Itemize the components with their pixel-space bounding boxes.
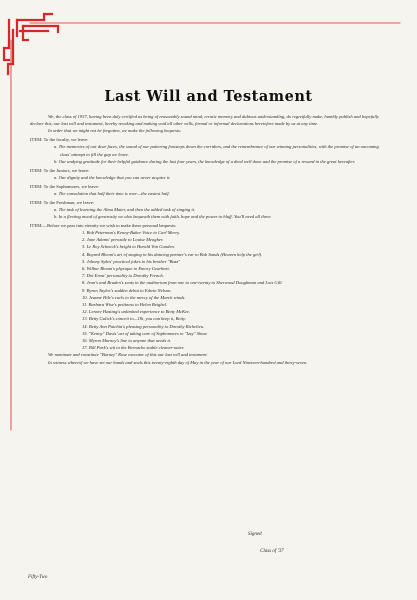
- list-item: 14. Betty Ann Patchin's pleasing personality to Dorothy Richelieu.: [82, 323, 205, 329]
- item-juniors-a: a. Our dignity and the knowledge that you can never acquire it.: [54, 174, 171, 180]
- intro-paragraph: We, the class of 1937, having been duly certified as being of reasonably sound mind, erratic memory and dubious understanding, do regretfully make, humbly publish and hopefully declare this, our last will and testament, hereby revoking and making void all other wills, formal or informal declarations heretofore made by us at any time.: [30, 114, 379, 127]
- item-faculty-a: a. The memories of our dear faces, the sound of our pattering footsteps down the corridors, and the remembrance of our winning personalities, with the promise of an oncoming class' attempt to fill the gap we leave.: [54, 144, 379, 157]
- list-item: 7. Dot Ernst' personality to Dorothy French.: [82, 273, 164, 279]
- list-item: 2. Jane Adams' peroxide to Louise Meagher.: [82, 237, 164, 243]
- list-item: 8. Jean's and Braden's seats in the auditorium from one to one-twenty to Sherwood Doughman and Lois Gill.: [82, 280, 283, 286]
- list-item: 15. "Kenny" Davis' art of taking care of Sophomores to "Izzy" Shaw.: [82, 330, 208, 336]
- list-item: 9. Byron Taylor's sudden debut to Edwin Nelson.: [82, 287, 172, 293]
- list-item: 10. Jeanne Hile's curls to the mercy of the March winds.: [82, 294, 186, 300]
- list-item: 6. Wilbur Bloom's physique to Emory Gearhart.: [82, 266, 170, 272]
- item-faculty-heading: ITEM: To the faculty, we leave:: [30, 137, 89, 143]
- list-item: 3. Le Roy Schneck's height to Harold Von Gunden.: [82, 244, 175, 250]
- list-item: 12. Lenore Hasting's unlimited experience to Betty McKee.: [82, 309, 191, 315]
- item-freshman-b: b. In a fleeting mood of generosity we also bequeath them with faith, hope and the power to bluff. You'll need all three.: [54, 214, 272, 220]
- item-juniors-heading: ITEM: To the Juniors, we leave:: [30, 167, 90, 173]
- item-freshman-a: a. The task of learning the Alma Mater, and then the added task of singing it.: [54, 206, 196, 212]
- item-freshman-heading: ITEM: To the Freshman, we leave:: [30, 199, 95, 205]
- list-item: 16. Myron Marney's line to anyone that needs it.: [82, 338, 172, 344]
- witness-paragraph: In witness whereof we have set our hands and seals this twenty-eighth day of May in the year of our Lord Nineteen-hundred and thirty-seven.: [48, 359, 308, 365]
- page-title: Last Will and Testament: [104, 88, 313, 105]
- item-sophomores-heading: ITEM: To the Sophomores, we leave:: [30, 183, 99, 189]
- page-number: Fifty-Two: [28, 575, 48, 580]
- list-item: 5. Johnny Sykes' practical jokes to his brother "Buzz": [82, 258, 181, 264]
- intro-paragraph-2: In order that we might not be forgotten, we make the following bequests:: [48, 128, 182, 134]
- item-sophomores-a: a. The consolation that half their time is over—the easiest half.: [54, 190, 170, 196]
- class-of-label: Class of '37: [260, 549, 284, 554]
- item-faculty-b: b. Our undying gratitude for their helpful guidance during the last four years, the knowledge of a deed well done and the promise of a reward in the great hereafter.: [54, 158, 356, 164]
- personal-bequests-heading: ITEM:—Before we pass into eternity we wish to make these personal bequests:: [30, 222, 177, 228]
- document-body: [30, 113, 390, 366]
- list-item: 11. Barbara Wise's pettiness to Helen Beighel.: [82, 302, 168, 308]
- list-item: 17. Bill Park's wit to the Bernacko stable cleaner-outer.: [82, 345, 185, 351]
- personal-bequests-list: [82, 229, 390, 351]
- executor-paragraph: We nominate and constitute "Barney" Rose executor of this our last will and testament.: [48, 352, 208, 358]
- list-item: 4. Bayard Bloom's art of singing in his dancing partner's ear to Bob Sands (Heaven help the girl).: [82, 251, 263, 257]
- signed-label: Signed: [248, 532, 262, 537]
- list-item: 13. Betty Gulick's conceit to—Oh, you can keep it, Betty.: [82, 316, 186, 322]
- list-item: 1. Bob Peterman's Kenny-Baker Voice to Carl Merry.: [82, 230, 181, 236]
